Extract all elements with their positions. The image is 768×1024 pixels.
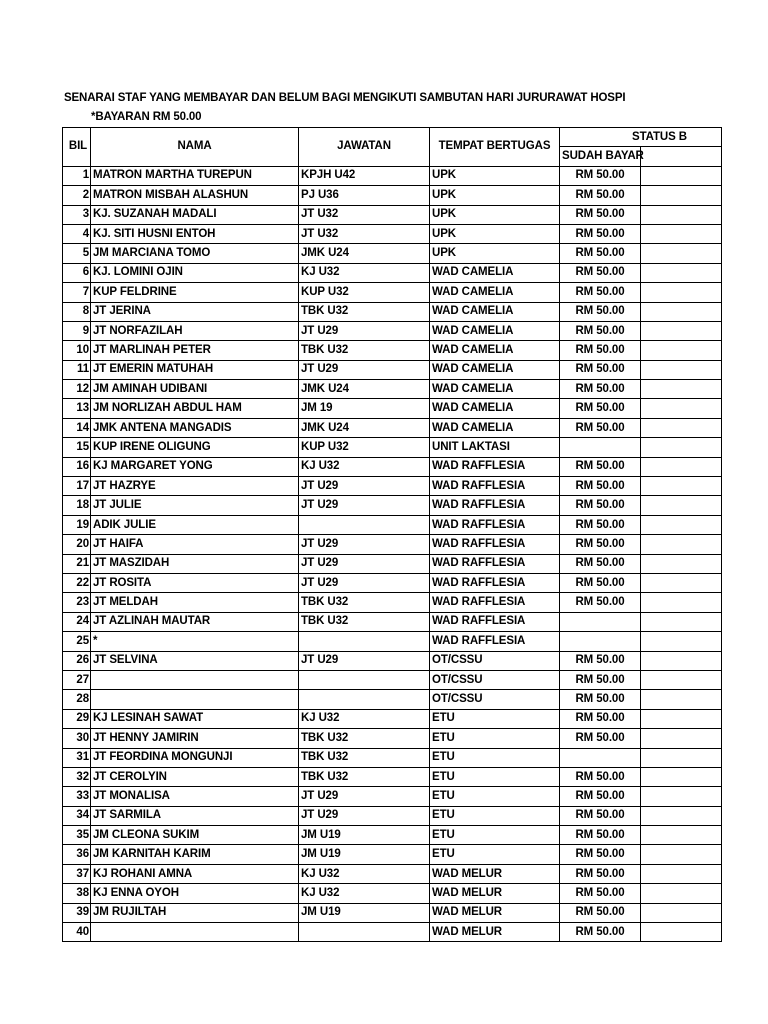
cell-nama[interactable]: KJ. SITI HUSNI ENTOH xyxy=(91,224,299,243)
cell-jawatan[interactable]: TBK U32 xyxy=(299,767,430,786)
cell-bil[interactable]: 34 xyxy=(63,806,91,825)
cell-nama[interactable]: KJ LESINAH SAWAT xyxy=(91,709,299,728)
cell-nama[interactable]: JT JERINA xyxy=(91,302,299,321)
cell-sudah-bayar[interactable]: RM 50.00 xyxy=(560,651,641,670)
cell-belum-bayar[interactable] xyxy=(641,302,722,321)
cell-sudah-bayar[interactable]: RM 50.00 xyxy=(560,302,641,321)
cell-sudah-bayar[interactable]: RM 50.00 xyxy=(560,418,641,437)
cell-tempat-bertugas[interactable]: WAD CAMELIA xyxy=(430,321,560,340)
cell-belum-bayar[interactable] xyxy=(641,418,722,437)
cell-sudah-bayar[interactable]: RM 50.00 xyxy=(560,806,641,825)
cell-sudah-bayar[interactable]: RM 50.00 xyxy=(560,263,641,282)
cell-belum-bayar[interactable] xyxy=(641,748,722,767)
cell-sudah-bayar[interactable]: RM 50.00 xyxy=(560,884,641,903)
cell-bil[interactable]: 39 xyxy=(63,903,91,922)
cell-belum-bayar[interactable] xyxy=(641,496,722,515)
cell-tempat-bertugas[interactable]: UPK xyxy=(430,244,560,263)
cell-jawatan[interactable]: JT U29 xyxy=(299,535,430,554)
cell-sudah-bayar[interactable]: RM 50.00 xyxy=(560,690,641,709)
cell-belum-bayar[interactable] xyxy=(641,826,722,845)
cell-belum-bayar[interactable] xyxy=(641,186,722,205)
cell-sudah-bayar[interactable] xyxy=(560,612,641,631)
cell-bil[interactable]: 15 xyxy=(63,438,91,457)
cell-bil[interactable]: 40 xyxy=(63,923,91,942)
cell-sudah-bayar[interactable]: RM 50.00 xyxy=(560,186,641,205)
cell-tempat-bertugas[interactable]: WAD RAFFLESIA xyxy=(430,457,560,476)
cell-sudah-bayar[interactable]: RM 50.00 xyxy=(560,515,641,534)
table-row xyxy=(63,515,722,534)
cell-jawatan[interactable]: KPJH U42 xyxy=(299,166,430,185)
table-row xyxy=(63,748,722,767)
table-row xyxy=(63,205,722,224)
cell-nama[interactable]: KJ ROHANI AMNA xyxy=(91,864,299,883)
cell-tempat-bertugas[interactable]: WAD RAFFLESIA xyxy=(430,612,560,631)
cell-nama[interactable]: JM NORLIZAH ABDUL HAM xyxy=(91,399,299,418)
cell-sudah-bayar[interactable]: RM 50.00 xyxy=(560,399,641,418)
cell-sudah-bayar[interactable]: RM 50.00 xyxy=(560,767,641,786)
cell-sudah-bayar[interactable]: RM 50.00 xyxy=(560,244,641,263)
cell-jawatan[interactable]: JT U29 xyxy=(299,477,430,496)
cell-nama[interactable]: JMK ANTENA MANGADIS xyxy=(91,418,299,437)
cell-sudah-bayar[interactable]: RM 50.00 xyxy=(560,729,641,748)
cell-belum-bayar[interactable] xyxy=(641,593,722,612)
cell-jawatan[interactable] xyxy=(299,670,430,689)
cell-belum-bayar[interactable] xyxy=(641,787,722,806)
cell-bil[interactable]: 2 xyxy=(63,186,91,205)
cell-bil[interactable]: 11 xyxy=(63,360,91,379)
cell-jawatan[interactable]: KJ U32 xyxy=(299,709,430,728)
table-row xyxy=(63,787,722,806)
table-row xyxy=(63,845,722,864)
cell-jawatan[interactable]: JMK U24 xyxy=(299,418,430,437)
cell-tempat-bertugas[interactable]: WAD CAMELIA xyxy=(430,263,560,282)
cell-jawatan[interactable]: KUP U32 xyxy=(299,438,430,457)
cell-tempat-bertugas[interactable]: WAD CAMELIA xyxy=(430,380,560,399)
cell-jawatan[interactable]: JMK U24 xyxy=(299,380,430,399)
cell-tempat-bertugas[interactable]: WAD RAFFLESIA xyxy=(430,632,560,651)
cell-belum-bayar[interactable] xyxy=(641,244,722,263)
cell-tempat-bertugas[interactable]: WAD RAFFLESIA xyxy=(430,573,560,592)
cell-belum-bayar[interactable] xyxy=(641,515,722,534)
table-row xyxy=(63,380,722,399)
table-row xyxy=(63,767,722,786)
cell-belum-bayar[interactable] xyxy=(641,341,722,360)
cell-tempat-bertugas[interactable]: WAD CAMELIA xyxy=(430,302,560,321)
cell-nama[interactable]: JT FEORDINA MONGUNJI xyxy=(91,748,299,767)
cell-tempat-bertugas[interactable]: WAD MELUR xyxy=(430,903,560,922)
cell-sudah-bayar[interactable]: RM 50.00 xyxy=(560,573,641,592)
cell-jawatan[interactable]: JT U29 xyxy=(299,496,430,515)
cell-nama[interactable]: JT SARMILA xyxy=(91,806,299,825)
header-nama: NAMA xyxy=(91,128,299,167)
cell-bil[interactable]: 27 xyxy=(63,670,91,689)
table-row xyxy=(63,360,722,379)
cell-jawatan[interactable]: JM U19 xyxy=(299,845,430,864)
cell-nama[interactable]: KJ ENNA OYOH xyxy=(91,884,299,903)
cell-belum-bayar[interactable] xyxy=(641,923,722,942)
cell-belum-bayar[interactable] xyxy=(641,573,722,592)
cell-jawatan[interactable]: JT U29 xyxy=(299,554,430,573)
cell-sudah-bayar[interactable]: RM 50.00 xyxy=(560,341,641,360)
cell-sudah-bayar[interactable] xyxy=(560,632,641,651)
cell-belum-bayar[interactable] xyxy=(641,632,722,651)
cell-jawatan[interactable]: TBK U32 xyxy=(299,729,430,748)
header-bil: BIL xyxy=(63,128,91,167)
cell-jawatan[interactable]: TBK U32 xyxy=(299,748,430,767)
cell-jawatan[interactable]: JT U29 xyxy=(299,787,430,806)
cell-nama[interactable]: KUP FELDRINE xyxy=(91,283,299,302)
cell-tempat-bertugas[interactable]: WAD CAMELIA xyxy=(430,283,560,302)
cell-sudah-bayar[interactable]: RM 50.00 xyxy=(560,360,641,379)
cell-bil[interactable]: 19 xyxy=(63,515,91,534)
cell-nama[interactable]: * xyxy=(91,632,299,651)
cell-sudah-bayar[interactable]: RM 50.00 xyxy=(560,923,641,942)
cell-sudah-bayar[interactable]: RM 50.00 xyxy=(560,496,641,515)
cell-sudah-bayar[interactable]: RM 50.00 xyxy=(560,321,641,340)
cell-jawatan[interactable]: TBK U32 xyxy=(299,341,430,360)
cell-jawatan[interactable]: JT U29 xyxy=(299,651,430,670)
cell-tempat-bertugas[interactable]: WAD MELUR xyxy=(430,923,560,942)
cell-belum-bayar[interactable] xyxy=(641,166,722,185)
cell-belum-bayar[interactable] xyxy=(641,690,722,709)
cell-tempat-bertugas[interactable]: WAD RAFFLESIA xyxy=(430,554,560,573)
cell-bil[interactable]: 17 xyxy=(63,477,91,496)
table-row xyxy=(63,457,722,476)
cell-sudah-bayar[interactable]: RM 50.00 xyxy=(560,593,641,612)
cell-tempat-bertugas[interactable]: ETU xyxy=(430,826,560,845)
table-row xyxy=(63,903,722,922)
header-status-bayaran: STATUS B xyxy=(560,128,722,147)
cell-sudah-bayar[interactable]: RM 50.00 xyxy=(560,554,641,573)
table-row xyxy=(63,573,722,592)
table-row xyxy=(63,826,722,845)
cell-jawatan[interactable]: JM U19 xyxy=(299,826,430,845)
cell-bil[interactable]: 22 xyxy=(63,573,91,592)
cell-bil[interactable]: 8 xyxy=(63,302,91,321)
cell-belum-bayar[interactable] xyxy=(641,554,722,573)
cell-bil[interactable]: 24 xyxy=(63,612,91,631)
cell-jawatan[interactable]: JT U32 xyxy=(299,224,430,243)
cell-belum-bayar[interactable] xyxy=(641,399,722,418)
cell-bil[interactable]: 20 xyxy=(63,535,91,554)
cell-bil[interactable]: 35 xyxy=(63,826,91,845)
cell-bil[interactable]: 30 xyxy=(63,729,91,748)
cell-jawatan[interactable]: KJ U32 xyxy=(299,864,430,883)
cell-sudah-bayar[interactable]: RM 50.00 xyxy=(560,283,641,302)
table-row xyxy=(63,670,722,689)
cell-belum-bayar[interactable] xyxy=(641,864,722,883)
cell-belum-bayar[interactable] xyxy=(641,806,722,825)
cell-bil[interactable]: 3 xyxy=(63,205,91,224)
cell-tempat-bertugas[interactable]: WAD CAMELIA xyxy=(430,399,560,418)
cell-bil[interactable]: 32 xyxy=(63,767,91,786)
cell-nama[interactable]: JT NORFAZILAH xyxy=(91,321,299,340)
cell-bil[interactable]: 37 xyxy=(63,864,91,883)
cell-belum-bayar[interactable] xyxy=(641,903,722,922)
cell-nama[interactable]: JT MONALISA xyxy=(91,787,299,806)
cell-tempat-bertugas[interactable]: ETU xyxy=(430,767,560,786)
cell-nama[interactable]: JT CEROLYIN xyxy=(91,767,299,786)
cell-sudah-bayar[interactable] xyxy=(560,438,641,457)
cell-jawatan[interactable]: JM 19 xyxy=(299,399,430,418)
cell-bil[interactable]: 12 xyxy=(63,380,91,399)
cell-bil[interactable]: 10 xyxy=(63,341,91,360)
cell-jawatan[interactable]: KUP U32 xyxy=(299,283,430,302)
cell-belum-bayar[interactable] xyxy=(641,360,722,379)
table-row xyxy=(63,806,722,825)
cell-jawatan[interactable]: JT U29 xyxy=(299,573,430,592)
cell-sudah-bayar[interactable]: RM 50.00 xyxy=(560,826,641,845)
table-row xyxy=(63,224,722,243)
cell-sudah-bayar[interactable]: RM 50.00 xyxy=(560,224,641,243)
cell-nama[interactable]: JM RUJILTAH xyxy=(91,903,299,922)
cell-sudah-bayar[interactable]: RM 50.00 xyxy=(560,380,641,399)
cell-sudah-bayar[interactable]: RM 50.00 xyxy=(560,166,641,185)
document-title: SENARAI STAF YANG MEMBAYAR DAN BELUM BAGI MENGIKUTI SAMBUTAN HARI JURURAWAT HOSPI xyxy=(64,92,626,104)
cell-tempat-bertugas[interactable]: UPK xyxy=(430,205,560,224)
cell-jawatan[interactable]: JT U29 xyxy=(299,321,430,340)
cell-tempat-bertugas[interactable]: UPK xyxy=(430,186,560,205)
table-row xyxy=(63,535,722,554)
table-row xyxy=(63,709,722,728)
table-row xyxy=(63,341,722,360)
cell-belum-bayar[interactable] xyxy=(641,670,722,689)
header-sudah-bayar: SUDAH BAYAR xyxy=(560,147,641,166)
cell-tempat-bertugas[interactable]: WAD RAFFLESIA xyxy=(430,593,560,612)
cell-jawatan[interactable]: JM U19 xyxy=(299,903,430,922)
cell-sudah-bayar[interactable]: RM 50.00 xyxy=(560,709,641,728)
cell-sudah-bayar[interactable]: RM 50.00 xyxy=(560,670,641,689)
table-row xyxy=(63,554,722,573)
cell-tempat-bertugas[interactable]: WAD MELUR xyxy=(430,864,560,883)
cell-bil[interactable]: 23 xyxy=(63,593,91,612)
cell-bil[interactable]: 9 xyxy=(63,321,91,340)
cell-jawatan[interactable]: JT U29 xyxy=(299,806,430,825)
cell-sudah-bayar[interactable]: RM 50.00 xyxy=(560,864,641,883)
cell-bil[interactable]: 14 xyxy=(63,418,91,437)
table-row xyxy=(63,864,722,883)
cell-jawatan[interactable]: TBK U32 xyxy=(299,593,430,612)
cell-sudah-bayar[interactable]: RM 50.00 xyxy=(560,477,641,496)
cell-nama[interactable]: KJ. LOMINI OJIN xyxy=(91,263,299,282)
cell-jawatan[interactable]: JT U32 xyxy=(299,205,430,224)
cell-tempat-bertugas[interactable]: WAD RAFFLESIA xyxy=(430,535,560,554)
cell-belum-bayar[interactable] xyxy=(641,457,722,476)
cell-nama[interactable]: JT SELVINA xyxy=(91,651,299,670)
cell-jawatan[interactable]: KJ U32 xyxy=(299,263,430,282)
cell-bil[interactable]: 6 xyxy=(63,263,91,282)
cell-jawatan[interactable] xyxy=(299,632,430,651)
cell-belum-bayar[interactable] xyxy=(641,845,722,864)
cell-sudah-bayar[interactable]: RM 50.00 xyxy=(560,535,641,554)
cell-jawatan[interactable]: PJ U36 xyxy=(299,186,430,205)
cell-bil[interactable]: 5 xyxy=(63,244,91,263)
cell-tempat-bertugas[interactable]: WAD MELUR xyxy=(430,884,560,903)
cell-nama[interactable]: MATRON MARTHA TUREPUN xyxy=(91,166,299,185)
cell-belum-bayar[interactable] xyxy=(641,729,722,748)
cell-nama[interactable]: JM AMINAH UDIBANI xyxy=(91,380,299,399)
table-row xyxy=(63,263,722,282)
table-row xyxy=(63,593,722,612)
cell-tempat-bertugas[interactable]: ETU xyxy=(430,748,560,767)
cell-bil[interactable]: 33 xyxy=(63,787,91,806)
cell-tempat-bertugas[interactable]: OT/CSSU xyxy=(430,651,560,670)
cell-jawatan[interactable]: TBK U32 xyxy=(299,302,430,321)
cell-tempat-bertugas[interactable]: ETU xyxy=(430,729,560,748)
cell-belum-bayar[interactable] xyxy=(641,477,722,496)
cell-nama[interactable]: KJ MARGARET YONG xyxy=(91,457,299,476)
header-row-top xyxy=(63,128,722,147)
cell-jawatan[interactable]: JT U29 xyxy=(299,360,430,379)
cell-sudah-bayar[interactable]: RM 50.00 xyxy=(560,787,641,806)
cell-jawatan[interactable] xyxy=(299,515,430,534)
cell-nama[interactable]: JT EMERIN MATUHAH xyxy=(91,360,299,379)
cell-tempat-bertugas[interactable]: WAD CAMELIA xyxy=(430,341,560,360)
cell-jawatan[interactable]: JMK U24 xyxy=(299,244,430,263)
cell-tempat-bertugas[interactable]: ETU xyxy=(430,845,560,864)
cell-bil[interactable]: 21 xyxy=(63,554,91,573)
cell-nama[interactable]: JM MARCIANA TOMO xyxy=(91,244,299,263)
cell-bil[interactable]: 4 xyxy=(63,224,91,243)
cell-belum-bayar[interactable] xyxy=(641,283,722,302)
cell-nama[interactable]: JT AZLINAH MAUTAR xyxy=(91,612,299,631)
cell-bil[interactable]: 31 xyxy=(63,748,91,767)
cell-tempat-bertugas[interactable]: WAD RAFFLESIA xyxy=(430,496,560,515)
cell-bil[interactable]: 18 xyxy=(63,496,91,515)
cell-nama[interactable]: JT MARLINAH PETER xyxy=(91,341,299,360)
cell-bil[interactable]: 36 xyxy=(63,845,91,864)
header-jawatan: JAWATAN xyxy=(299,128,430,167)
table-row xyxy=(63,690,722,709)
cell-bil[interactable]: 25 xyxy=(63,632,91,651)
cell-tempat-bertugas[interactable]: UPK xyxy=(430,224,560,243)
cell-belum-bayar[interactable] xyxy=(641,224,722,243)
cell-bil[interactable]: 28 xyxy=(63,690,91,709)
cell-bil[interactable]: 26 xyxy=(63,651,91,670)
cell-tempat-bertugas[interactable]: WAD CAMELIA xyxy=(430,418,560,437)
table-row xyxy=(63,729,722,748)
cell-sudah-bayar[interactable]: RM 50.00 xyxy=(560,457,641,476)
staff-payment-table xyxy=(62,127,722,942)
cell-nama[interactable]: JT HAIFA xyxy=(91,535,299,554)
table-row xyxy=(63,321,722,340)
cell-belum-bayar[interactable] xyxy=(641,612,722,631)
cell-nama[interactable]: JT HENNY JAMIRIN xyxy=(91,729,299,748)
cell-tempat-bertugas[interactable]: WAD RAFFLESIA xyxy=(430,515,560,534)
cell-belum-bayar[interactable] xyxy=(641,438,722,457)
table-row xyxy=(63,884,722,903)
cell-nama[interactable]: JT MASZIDAH xyxy=(91,554,299,573)
cell-sudah-bayar[interactable]: RM 50.00 xyxy=(560,903,641,922)
cell-tempat-bertugas[interactable]: WAD CAMELIA xyxy=(430,360,560,379)
cell-tempat-bertugas[interactable]: ETU xyxy=(430,806,560,825)
header-tempat-bertugas: TEMPAT BERTUGAS xyxy=(430,128,560,167)
table-row xyxy=(63,923,722,942)
header-belum-bayar xyxy=(641,147,722,166)
cell-tempat-bertugas[interactable]: ETU xyxy=(430,709,560,728)
cell-belum-bayar[interactable] xyxy=(641,709,722,728)
cell-jawatan[interactable]: TBK U32 xyxy=(299,612,430,631)
table-row xyxy=(63,244,722,263)
cell-sudah-bayar[interactable]: RM 50.00 xyxy=(560,205,641,224)
cell-jawatan[interactable] xyxy=(299,923,430,942)
cell-nama[interactable]: ADIK JULIE xyxy=(91,515,299,534)
cell-bil[interactable]: 16 xyxy=(63,457,91,476)
cell-nama[interactable] xyxy=(91,923,299,942)
table-row xyxy=(63,496,722,515)
cell-sudah-bayar[interactable] xyxy=(560,748,641,767)
cell-tempat-bertugas[interactable]: UPK xyxy=(430,166,560,185)
cell-bil[interactable]: 38 xyxy=(63,884,91,903)
cell-belum-bayar[interactable] xyxy=(641,380,722,399)
cell-nama[interactable] xyxy=(91,670,299,689)
table-body xyxy=(63,166,722,942)
table-row xyxy=(63,399,722,418)
table-row xyxy=(63,166,722,185)
table-row xyxy=(63,283,722,302)
cell-sudah-bayar[interactable]: RM 50.00 xyxy=(560,845,641,864)
table-row xyxy=(63,438,722,457)
table-row xyxy=(63,418,722,437)
cell-bil[interactable]: 29 xyxy=(63,709,91,728)
cell-bil[interactable]: 7 xyxy=(63,283,91,302)
cell-nama[interactable]: JM CLEONA SUKIM xyxy=(91,826,299,845)
cell-nama[interactable]: JT HAZRYE xyxy=(91,477,299,496)
cell-tempat-bertugas[interactable]: OT/CSSU xyxy=(430,670,560,689)
cell-belum-bayar[interactable] xyxy=(641,651,722,670)
cell-jawatan[interactable]: KJ U32 xyxy=(299,457,430,476)
table-row xyxy=(63,612,722,631)
cell-nama[interactable]: JT MELDAH xyxy=(91,593,299,612)
cell-belum-bayar[interactable] xyxy=(641,767,722,786)
payment-note: *BAYARAN RM 50.00 xyxy=(91,111,202,123)
table-row xyxy=(63,651,722,670)
table-row xyxy=(63,632,722,651)
cell-nama[interactable]: KUP IRENE OLIGUNG xyxy=(91,438,299,457)
table-row xyxy=(63,477,722,496)
cell-nama[interactable]: JT JULIE xyxy=(91,496,299,515)
cell-nama[interactable]: JT ROSITA xyxy=(91,573,299,592)
cell-tempat-bertugas[interactable]: WAD RAFFLESIA xyxy=(430,477,560,496)
cell-belum-bayar[interactable] xyxy=(641,205,722,224)
table-viewport xyxy=(62,127,687,945)
cell-belum-bayar[interactable] xyxy=(641,263,722,282)
cell-tempat-bertugas[interactable]: OT/CSSU xyxy=(430,690,560,709)
table-row xyxy=(63,302,722,321)
cell-belum-bayar[interactable] xyxy=(641,321,722,340)
cell-tempat-bertugas[interactable]: ETU xyxy=(430,787,560,806)
cell-nama[interactable] xyxy=(91,690,299,709)
cell-belum-bayar[interactable] xyxy=(641,884,722,903)
cell-nama[interactable]: JM KARNITAH KARIM xyxy=(91,845,299,864)
cell-jawatan[interactable] xyxy=(299,690,430,709)
cell-bil[interactable]: 13 xyxy=(63,399,91,418)
cell-belum-bayar[interactable] xyxy=(641,535,722,554)
cell-tempat-bertugas[interactable]: UNIT LAKTASI xyxy=(430,438,560,457)
cell-bil[interactable]: 1 xyxy=(63,166,91,185)
cell-nama[interactable]: KJ. SUZANAH MADALI xyxy=(91,205,299,224)
table-row xyxy=(63,186,722,205)
cell-jawatan[interactable]: KJ U32 xyxy=(299,884,430,903)
cell-nama[interactable]: MATRON MISBAH ALASHUN xyxy=(91,186,299,205)
